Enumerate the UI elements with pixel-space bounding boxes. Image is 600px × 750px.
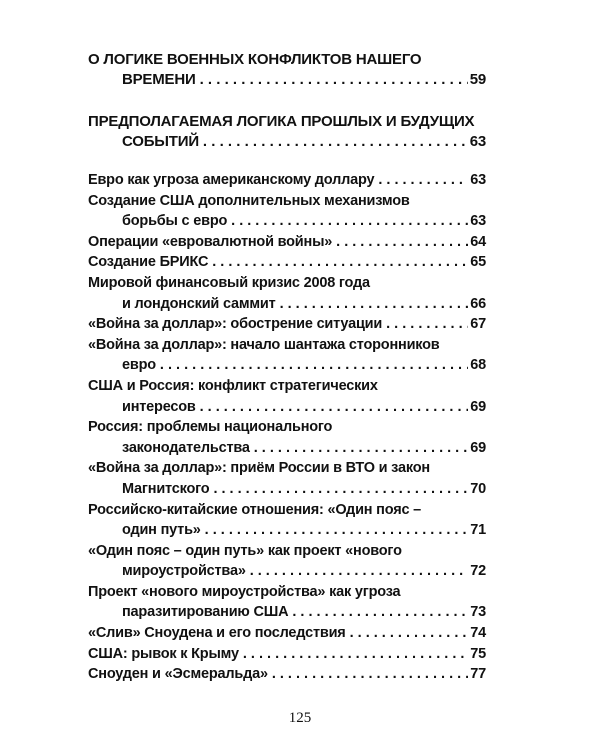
- entry-text: США: рывок к Крыму: [88, 645, 239, 662]
- page-ref: 77: [470, 666, 486, 683]
- table-of-contents: [88, 50, 486, 685]
- dot-leader: [212, 252, 468, 273]
- page-ref: 75: [470, 645, 486, 662]
- toc-entry-line: Российско-китайские отношения: «Один пояс –: [88, 501, 422, 518]
- page-ref: 65: [470, 254, 486, 271]
- toc-entry: [88, 561, 486, 582]
- page-ref: 72: [470, 563, 486, 580]
- toc-section: [88, 112, 486, 152]
- toc-entry-line: Мировой финансовый кризис 2008 года: [88, 274, 370, 291]
- toc-entry: [88, 520, 486, 541]
- entry-text: паразитированию США: [122, 604, 289, 621]
- toc-entry: [88, 397, 486, 418]
- dot-leader: [378, 170, 468, 191]
- dot-leader: [203, 132, 468, 152]
- toc-entry: [88, 644, 486, 665]
- toc-entry-line: «Один пояс – один путь» как проект «нового: [88, 542, 402, 559]
- dot-leader: [336, 232, 468, 253]
- toc-entry: [88, 170, 486, 191]
- dot-leader: [243, 644, 468, 665]
- entry-text: законодательства: [122, 439, 250, 456]
- entry-text: интересов: [122, 398, 196, 415]
- dot-leader: [292, 602, 468, 623]
- toc-entries: [88, 170, 486, 685]
- toc-entry: [88, 232, 486, 253]
- dot-leader: [200, 397, 469, 418]
- page-ref: 73: [470, 604, 486, 621]
- page-ref: 63: [470, 213, 486, 230]
- entry-text: один путь»: [122, 522, 201, 539]
- toc-entry-line: «Война за доллар»: приём России в ВТО и закон: [88, 460, 430, 477]
- entry-text: Евро как угроза американскому доллару: [88, 172, 375, 188]
- page-ref: 67: [470, 316, 486, 333]
- dot-leader: [200, 70, 468, 90]
- entry-text: Сноуден и «Эсмеральда»: [88, 666, 268, 683]
- toc-entry: [88, 438, 486, 459]
- page-ref: 71: [470, 522, 486, 539]
- toc-entry: [88, 664, 486, 685]
- toc-entry: [88, 314, 486, 335]
- section-heading-entry: [88, 132, 486, 152]
- dot-leader: [250, 561, 469, 582]
- section-heading-line: ПРЕДПОЛАГАЕМАЯ ЛОГИКА ПРОШЛЫХ И БУДУЩИХ: [88, 113, 475, 130]
- toc-entry-line: США и Россия: конфликт стратегических: [88, 377, 378, 394]
- page-ref: 69: [470, 439, 486, 456]
- toc-entry: [88, 479, 486, 500]
- dot-leader: [160, 355, 468, 376]
- page-ref: 74: [470, 625, 486, 642]
- toc-entry-line: «Война за доллар»: начало шантажа сторонников: [88, 336, 440, 353]
- dot-leader: [386, 314, 468, 335]
- entry-text: и лондонский саммит: [122, 295, 276, 312]
- toc-entry: [88, 211, 486, 232]
- page-ref: 70: [470, 480, 486, 497]
- toc-entry-line: Создание США дополнительных механизмов: [88, 192, 410, 209]
- page-number: 125: [288, 710, 312, 726]
- page-ref: 64: [470, 233, 486, 250]
- entry-text: евро: [122, 357, 156, 374]
- toc-entry: [88, 294, 486, 315]
- page-ref: 68: [470, 357, 486, 374]
- section-heading-text: ВРЕМЕНИ: [122, 71, 196, 88]
- dot-leader: [231, 211, 468, 232]
- dot-leader: [272, 664, 468, 685]
- toc-entry-line: Россия: проблемы национального: [88, 419, 333, 436]
- entry-text: Операции «евровалютной войны»: [88, 233, 333, 250]
- entry-text: «Война за доллар»: обострение ситуации: [88, 316, 383, 333]
- page-ref: 63: [469, 133, 486, 150]
- toc-entry: [88, 355, 486, 376]
- section-heading-entry: [88, 70, 486, 90]
- dot-leader: [254, 438, 469, 459]
- page-ref: 63: [470, 172, 486, 188]
- dot-leader: [213, 479, 468, 500]
- dot-leader: [350, 623, 469, 644]
- section-heading-line: О ЛОГИКЕ ВОЕННЫХ КОНФЛИКТОВ НАШЕГО: [88, 51, 422, 68]
- dot-leader: [280, 294, 469, 315]
- entry-text: Создание БРИКС: [88, 254, 209, 271]
- toc-entry-line: Проект «нового мироустройства» как угроза: [88, 583, 401, 600]
- entry-text: борьбы с евро: [122, 213, 228, 230]
- entry-text: Магнитского: [122, 480, 210, 497]
- dot-leader: [205, 520, 469, 541]
- page-ref: 69: [470, 398, 486, 415]
- section-heading-text: СОБЫТИЙ: [122, 133, 199, 150]
- toc-entry: [88, 623, 486, 644]
- toc-entry: [88, 252, 486, 273]
- entry-text: «Слив» Сноудена и его последствия: [88, 625, 346, 642]
- toc-section: [88, 50, 486, 90]
- entry-text: мироустройства»: [122, 563, 246, 580]
- page-ref: 66: [470, 295, 486, 312]
- page-ref: 59: [469, 71, 486, 88]
- toc-entry: [88, 602, 486, 623]
